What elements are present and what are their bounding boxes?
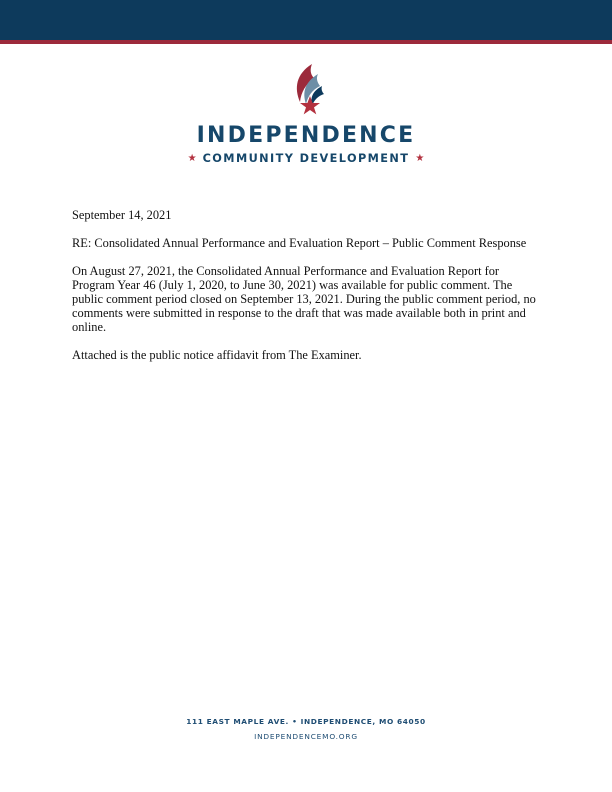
letter-subject: RE: Consolidated Annual Performance and Evaluation Report – Public Comment Response bbox=[72, 236, 527, 250]
header-band bbox=[0, 0, 612, 40]
star-icon: ★ bbox=[187, 153, 197, 164]
letter-date: September 14, 2021 bbox=[72, 208, 172, 222]
letter-paragraph: Attached is the public notice affidavit from The Examiner. bbox=[72, 348, 362, 362]
footer-address: 111 EAST MAPLE AVE. • INDEPENDENCE, MO 64050 bbox=[186, 717, 426, 726]
letter-paragraph: On August 27, 2021, the Consolidated Annual Performance and Evaluation Report for Program Year 46 (July 1, 2020, to June 30, 2021) was available for public comment. The public comment period closed on September 13, 2021. During the public comment period, no comments were submitted in response to the draft that was made available both in print and online. bbox=[72, 264, 536, 334]
header-stripe bbox=[0, 40, 612, 44]
footer-website: INDEPENDENCEMO.ORG bbox=[254, 732, 358, 741]
department-name-row bbox=[0, 152, 612, 165]
flame-star-logo-icon bbox=[288, 62, 328, 122]
organization-name: INDEPENDENCE bbox=[196, 123, 416, 148]
star-icon: ★ bbox=[415, 153, 425, 164]
letter-body bbox=[72, 208, 542, 376]
department-name: COMMUNITY DEVELOPMENT bbox=[202, 152, 410, 165]
